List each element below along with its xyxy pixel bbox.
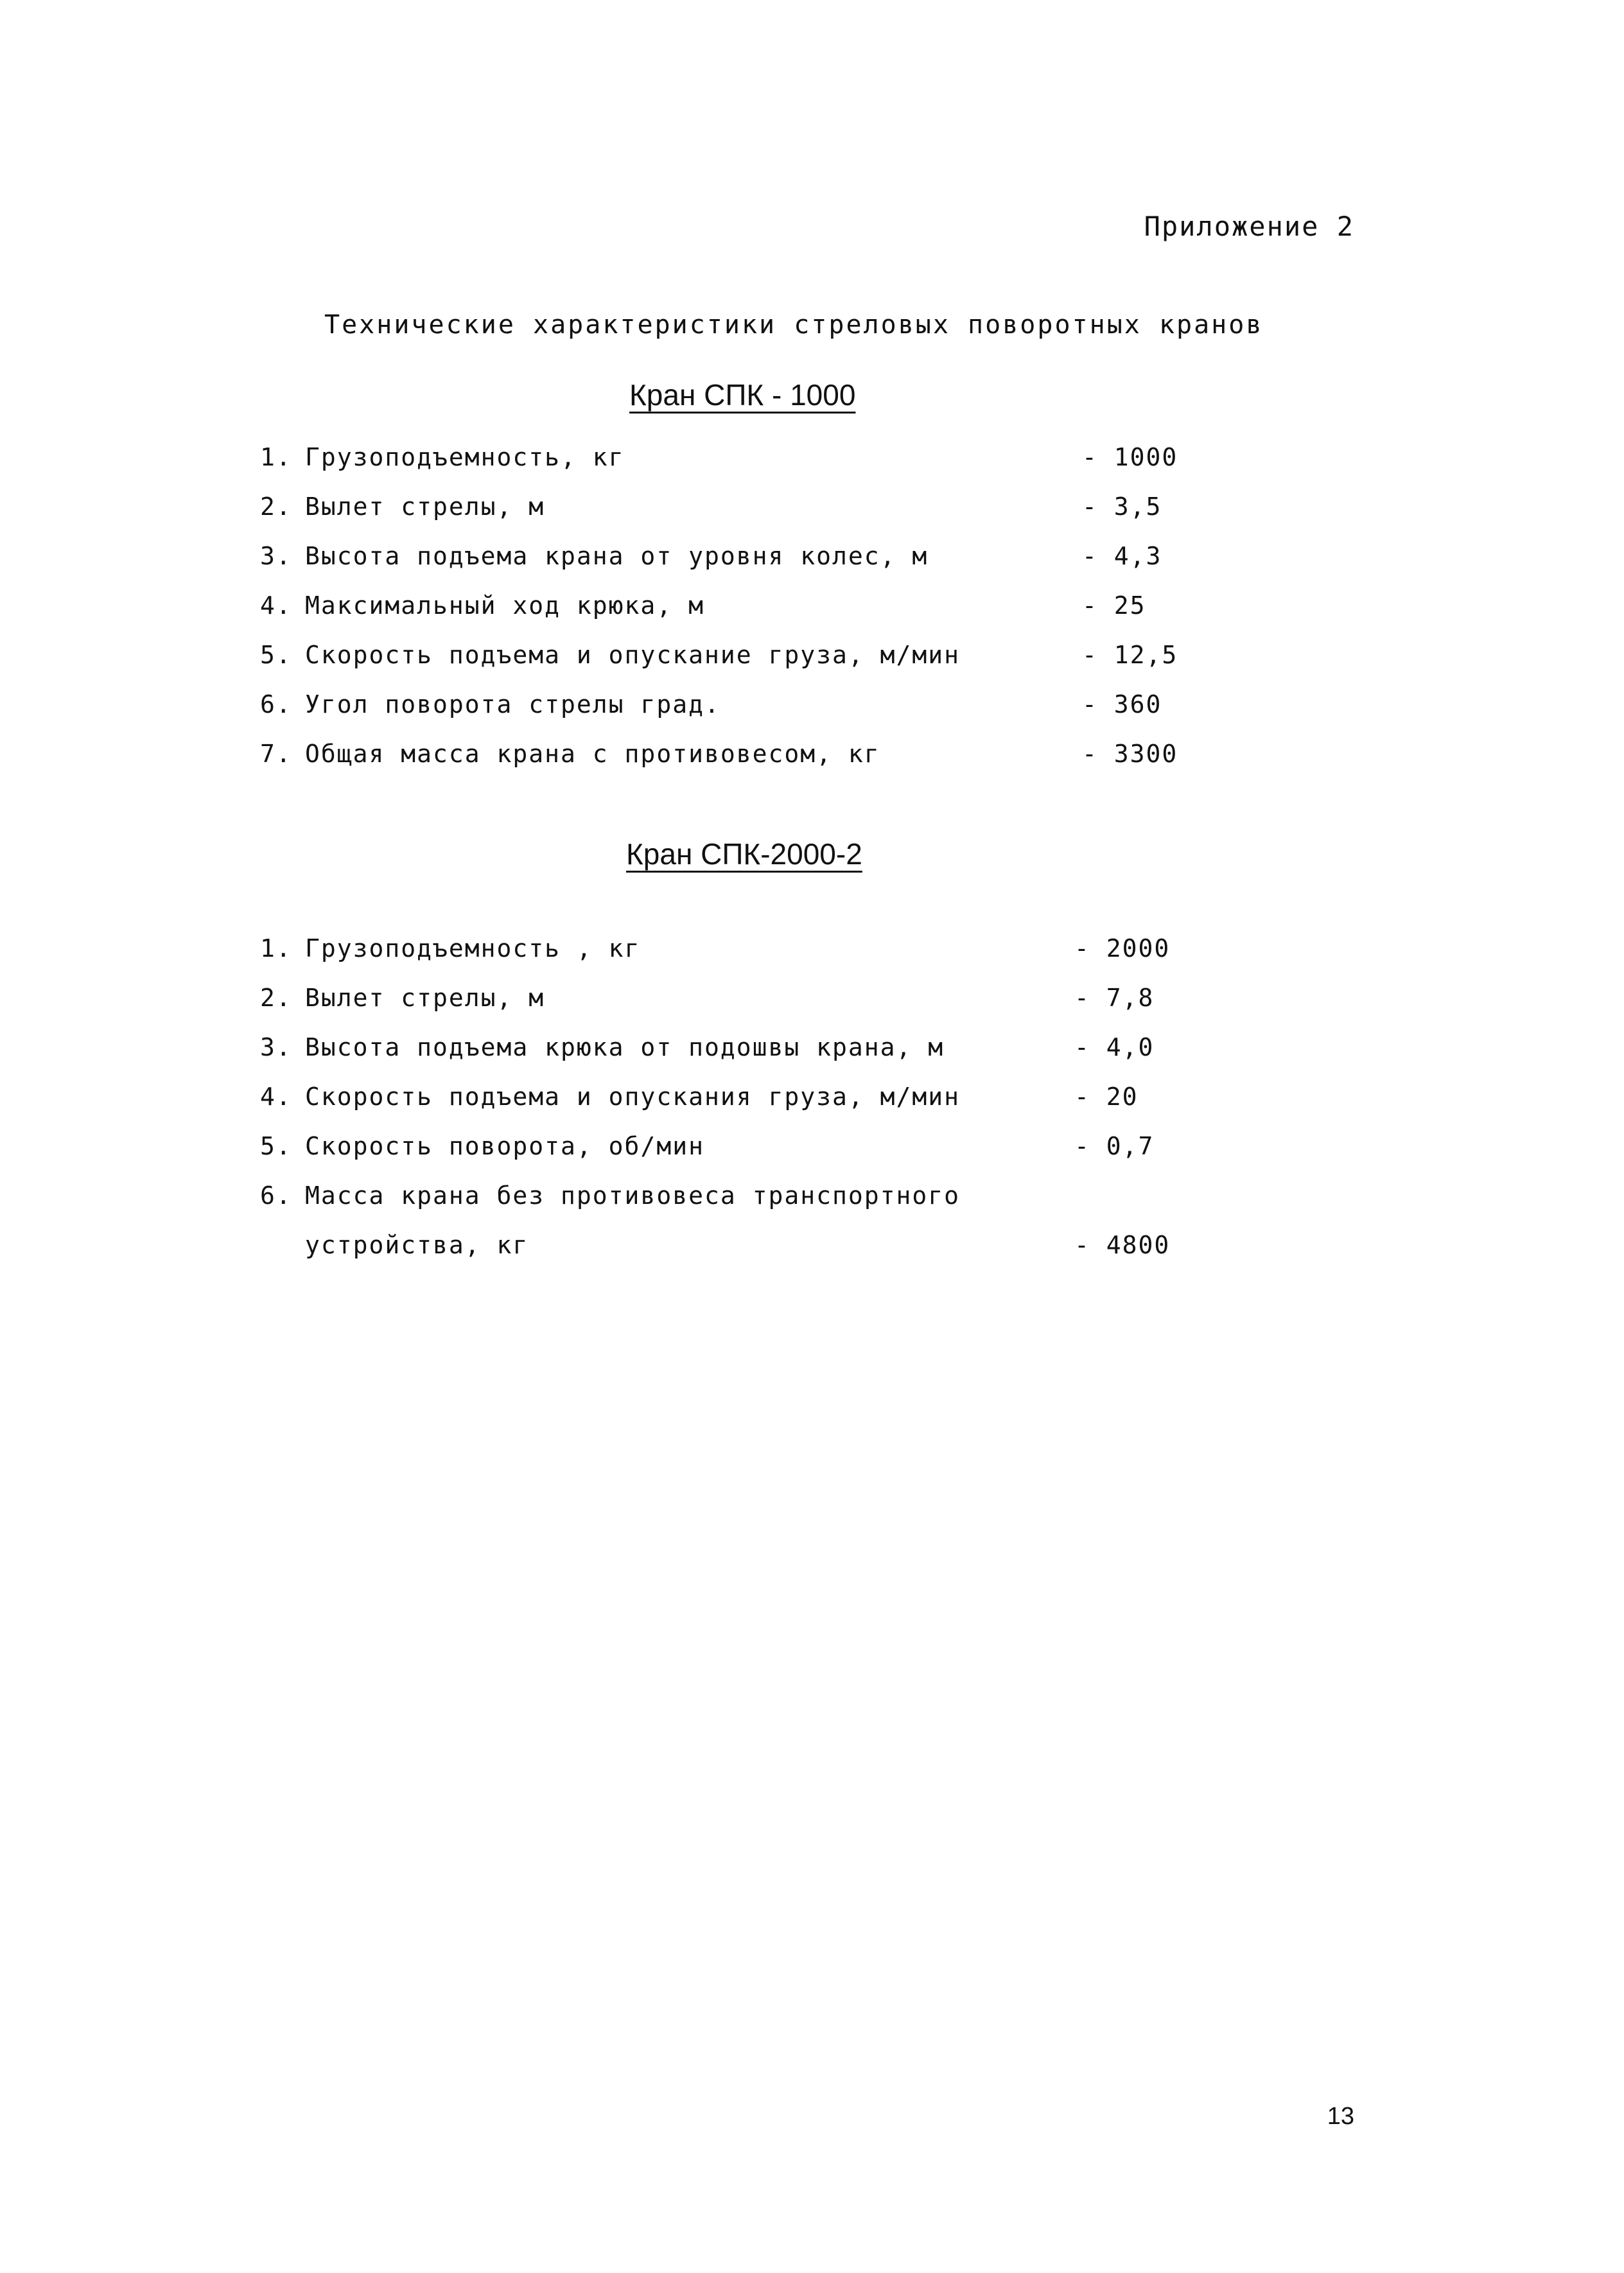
spec-label: Общая масса крана с противовесом, кг <box>305 740 880 768</box>
spec-value: - 20 <box>1074 1083 1139 1111</box>
spec-label: Масса крана без противовеса транспортного <box>305 1181 960 1210</box>
spec-label: Высота подъема крюка от подошвы крана, м <box>305 1033 945 1061</box>
spec-label: Высота подъема крана от уровня колес, м <box>305 542 929 570</box>
spec-number: 5. <box>260 1132 292 1160</box>
spec-value: - 3,5 <box>1082 492 1162 521</box>
spec-value: - 1000 <box>1082 443 1178 471</box>
spec-value: - 360 <box>1082 690 1162 718</box>
spec-row <box>260 443 1223 492</box>
spec-row <box>260 542 1223 591</box>
spec-row-continuation <box>260 1231 1223 1280</box>
spec-value: - 12,5 <box>1082 641 1178 669</box>
spec-number: 1. <box>260 934 292 962</box>
spec-value: - 7,8 <box>1074 984 1155 1012</box>
spec-number: 5. <box>260 641 292 669</box>
spec-number: 7. <box>260 740 292 768</box>
spec-number: 1. <box>260 443 292 471</box>
spec-row <box>260 641 1223 690</box>
spec-label: Скорость подъема и опускания груза, м/мин <box>305 1083 960 1111</box>
spec-number: 4. <box>260 591 292 620</box>
spec-value: - 25 <box>1082 591 1146 620</box>
spec-row <box>260 690 1223 740</box>
spec-label: Грузоподъемность , кг <box>305 934 641 962</box>
spec-list-spk-2000-2 <box>260 934 1223 1280</box>
spec-number: 2. <box>260 492 292 521</box>
spec-list-spk-1000 <box>260 443 1223 789</box>
spec-number: 6. <box>260 1181 292 1210</box>
spec-row <box>260 1083 1223 1132</box>
spec-value: - 4800 <box>1074 1231 1171 1259</box>
spec-row <box>260 984 1223 1033</box>
spec-number: 2. <box>260 984 292 1012</box>
spec-row <box>260 740 1223 789</box>
spec-label: Вылет стрелы, м <box>305 984 545 1012</box>
spec-value: - 4,3 <box>1082 542 1162 570</box>
document-title: Технические характеристики стреловых поворотных кранов <box>324 310 1264 340</box>
page-number: 13 <box>1327 2103 1354 2130</box>
spec-label: Скорость поворота, об/мин <box>305 1132 704 1160</box>
spec-row <box>260 934 1223 984</box>
spec-value: - 2000 <box>1074 934 1171 962</box>
spec-value: - 3300 <box>1082 740 1178 768</box>
spec-number: 3. <box>260 1033 292 1061</box>
appendix-label: Приложение 2 <box>1144 211 1354 242</box>
spec-row <box>260 1033 1223 1083</box>
spec-label: Грузоподъемность, кг <box>305 443 625 471</box>
spec-label: Скорость подъема и опускание груза, м/мин <box>305 641 960 669</box>
spec-label: устройства, кг <box>305 1231 529 1259</box>
spec-value: - 4,0 <box>1074 1033 1155 1061</box>
section-title-spk-2000-2: Кран СПК-2000-2 <box>626 837 862 871</box>
spec-label: Максимальный ход крюка, м <box>305 591 704 620</box>
spec-label: Вылет стрелы, м <box>305 492 545 521</box>
spec-number: 4. <box>260 1083 292 1111</box>
section-title-spk-1000: Кран СПК - 1000 <box>629 378 856 412</box>
spec-number: 3. <box>260 542 292 570</box>
spec-row <box>260 591 1223 641</box>
spec-row <box>260 492 1223 542</box>
spec-value: - 0,7 <box>1074 1132 1155 1160</box>
spec-label: Угол поворота стрелы град. <box>305 690 720 718</box>
spec-row <box>260 1132 1223 1181</box>
spec-number: 6. <box>260 690 292 718</box>
spec-row <box>260 1181 1223 1231</box>
